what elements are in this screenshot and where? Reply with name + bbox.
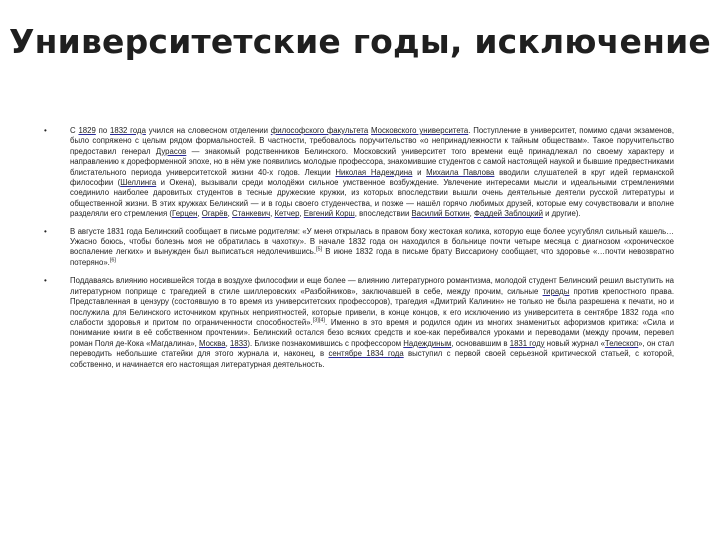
slide-title: Университетские годы, исключение [8, 22, 712, 61]
footnote-ref[interactable]: [3][4] [312, 317, 325, 324]
bullet-marker: • [44, 126, 47, 135]
paragraph-text: . Именно в это время и родился один из многих знаменитых афоризмов критика: «Сила и понимание книги в её собственном прочтении». Белинский остался безо всяких средств и кое-как перебивался уроками и переводами (между прочим, перевел роман Поля де-Кока «Магдалина», [70, 317, 674, 348]
paragraph-text: . Поступление в университет, помимо сдачи экзаменов, было сопряжено с целым рядом формальностей. В частности, требовалось поручительство «о непринадлежности к тайным обществам». Такое поручительство предоставил генерал [70, 126, 674, 156]
paragraph-text: и Окена), вызывали среди молодёжи сильное умственное возбуждение. Увлечение интересами мысли и идеальными стремлениями соединило наиболее даровитых студентов в тесные дружеские кружки, из которых впоследствии вышли очень деятельные деятели русской литературы и общественной жизни. В этих кружках Белинский — и в годы своего студенчества, и позже — нашёл горячо любимых друзей, которые ему сочувствовали и вполне разделяли его стремления ( [70, 178, 674, 219]
inline-link[interactable]: Евгений Корш [303, 209, 355, 219]
inline-link[interactable]: тирады [542, 286, 570, 296]
paragraph-text: и другие). [542, 209, 581, 219]
paragraph-text: выступил с первой своей серьезной критической статьей, с которой, собственно, и начинается его настоящая литературная деятельность. [70, 349, 674, 369]
paragraph-text: В августе 1831 года Белинский сообщает в письме родителям: «У меня открылась в правом боку жестокая колика, которую еще более усугублял сильный кашель… Ужасно боюсь, чтобы болезнь моя не обратилась в чахотку». В начале 1832 года он находился в больнице почти четыре месяца с диагнозом «хроническое воспаление легких» и вынужден был выписаться недолечившись. [70, 226, 674, 257]
inline-link[interactable]: 1832 года [110, 126, 146, 135]
paragraph-text: , [299, 209, 304, 219]
inline-link[interactable]: Василий Боткин [411, 209, 470, 219]
paragraph-text: , [227, 209, 232, 219]
paragraph-text: новый журнал « [544, 338, 605, 348]
bullet-item [44, 276, 674, 370]
paragraph-text: вводили слушателей в круг идей германской философии ( [70, 167, 674, 188]
paragraph-text: С [70, 126, 79, 135]
paragraph-text: против крепостного права. Представленная в цензуру (состоявшую в то время из университетских профессоров), трагедия «Дмитрий Калинин» не только не была разрешена к печати, но и послужила для Белинского источником крупных неприятностей, которые привели, в конце концов, к его исключению из университета в сентябре 1832 года «по слабости здоровья и притом по ограниченности способностей». [70, 286, 674, 327]
inline-link[interactable]: Кетчер [274, 209, 300, 219]
paragraph-text: , [225, 338, 231, 348]
paragraph-text: по [95, 126, 111, 135]
bullet-list [44, 126, 674, 370]
inline-link[interactable]: 1829 [78, 126, 96, 135]
inline-link[interactable]: Дурасов [155, 146, 187, 156]
inline-link[interactable]: Шеллинга [120, 178, 157, 188]
paragraph-text: », он стал переводить небольшие статейки для этого журнала и, наконец, в [70, 338, 674, 359]
inline-link[interactable]: 1831 году [509, 338, 545, 348]
inline-link[interactable]: Фаддей Заблоцкий [473, 209, 543, 219]
inline-link[interactable]: Надеждиным [403, 338, 452, 348]
inline-link[interactable]: Герцен [172, 209, 198, 219]
paragraph-text: , впоследствии [354, 209, 412, 219]
inline-link[interactable]: Московского университета [371, 126, 469, 135]
inline-link[interactable]: Станкевич [232, 209, 271, 219]
paragraph-text: и [412, 167, 427, 177]
bullet-item [44, 227, 674, 269]
paragraph-text: В июне 1832 года в письме брату Виссариону сообщает, что здоровье «…почти невозвратно потеряно». [70, 247, 674, 267]
bullet-marker: • [44, 226, 47, 236]
paragraph-text: , [469, 209, 474, 219]
paragraph-text: , [270, 209, 275, 219]
inline-link[interactable]: философского факультета [270, 126, 369, 135]
inline-link[interactable]: сентябре 1834 года [328, 349, 404, 359]
paragraph-text: , основавшим в [451, 338, 510, 348]
paragraph-text: — знакомый родственников Белинского. Московский университет того времени ещё принадлежал по своему характеру и направлению к дореформенной эпохе, но в нём уже появились молодые профессора, знакомившие студентов с самой настоящей наукой и бывшие предвестниками блистательного периода университетской жизни 40-х годов. Лекции [70, 146, 674, 177]
paragraph-text: , [197, 209, 202, 219]
inline-link[interactable]: 1833 [230, 338, 248, 348]
footnote-ref[interactable]: [5] [315, 246, 323, 253]
bullet-item [44, 126, 674, 220]
inline-link[interactable]: Огарёв [201, 209, 228, 219]
inline-link[interactable]: Телескоп [604, 338, 639, 348]
inline-link[interactable]: Николая Надеждина [335, 167, 413, 177]
paragraph-text: Поддаваясь влиянию носившейся тогда в воздухе философии и еще более — влиянию литературного романтизма, молодой студент Белинский решил выступить на литературном поприще с трагедией в стиле шиллеровских «Разбойников», заключавшей в себе, между прочим, сильные [70, 276, 674, 296]
paragraph-text: ). Близке познакомившись с профессором [247, 338, 404, 348]
bullet-marker: • [44, 276, 47, 286]
footnote-ref[interactable]: [6] [109, 257, 116, 264]
inline-link[interactable]: Москва [199, 338, 226, 348]
paragraph-text: учился на словесном отделении [145, 126, 271, 135]
inline-link[interactable]: Михаила Павлова [426, 167, 495, 177]
